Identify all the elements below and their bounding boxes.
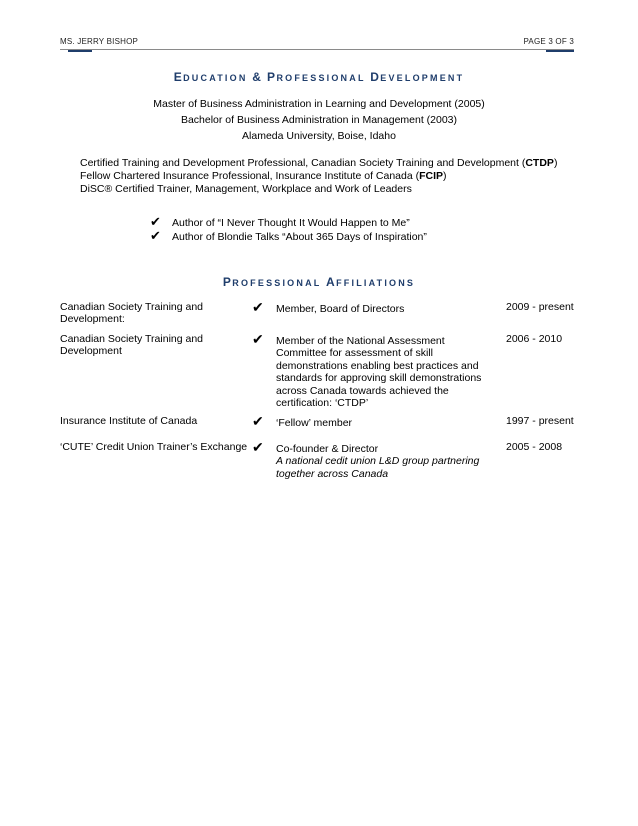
publication-item: ✔ Author of “I Never Thought It Would Happen to Me” [150,214,410,229]
header-accent-left [68,50,92,52]
degree-line: Bachelor of Business Administration in Management (2003) [180,114,458,126]
header-accent-right [546,50,574,52]
affiliation-organization: Insurance Institute of Canada [60,415,198,427]
header-name: MS. JERRY BISHOP [60,37,139,46]
affiliation-description: Co-founder & Director A national cedit union L&D group partnering together across Canada [276,443,480,480]
checkmark-icon: ✔ [252,413,264,429]
header-rule [60,49,574,50]
university-line: Alameda University, Boise, Idaho [242,130,396,142]
certification-line: Certified Training and Development Professional, Canadian Society Training and Development (CTDP) [80,157,558,169]
affiliations-heading: PROFESSIONAL AFFILIATIONS [222,275,416,289]
affiliation-description: Member, Board of Directors [276,303,405,315]
publication-item: ✔ Author of Blondie Talks “About 365 Days of Inspiration” [150,228,427,243]
page-header [60,37,574,53]
affiliation-date: 2005 - 2008 [506,441,563,453]
checkmark-icon: ✔ [252,331,264,347]
degree-line: Master of Business Administration in Learning and Development (2005) [153,98,485,110]
checkmark-icon: ✔ [252,299,264,315]
affiliation-date: 1997 - present [506,415,574,427]
affiliation-organization: Canadian Society Training and Development [60,333,204,357]
affiliation-date: 2006 - 2010 [506,333,563,345]
affiliation-date: 2009 - present [506,301,574,313]
header-page-number: PAGE 3 OF 3 [523,37,574,46]
affiliation-organization: ‘CUTE’ Credit Union Trainer’s Exchange [60,441,248,453]
affiliation-organization: Canadian Society Training and Development: [60,301,204,325]
checkmark-icon: ✔ [252,439,264,455]
checkmark-icon: ✔ [150,214,161,229]
checkmark-icon: ✔ [150,228,161,243]
affiliation-description: Member of the National Assessment Committee for assessment of skill demonstrations enabling best practices and standards for approving skill demonstrations across Canada towards achieved the certification: ‘CTDP’ [276,335,482,410]
certification-line: DiSC® Certified Trainer, Management, Workplace and Work of Leaders [80,183,412,195]
education-heading: EDUCATION & PROFESSIONAL DEVELOPMENT [173,70,465,84]
affiliation-description: ‘Fellow’ member [276,417,353,429]
certification-line: Fellow Chartered Insurance Professional, Insurance Institute of Canada (FCIP) [80,170,447,182]
